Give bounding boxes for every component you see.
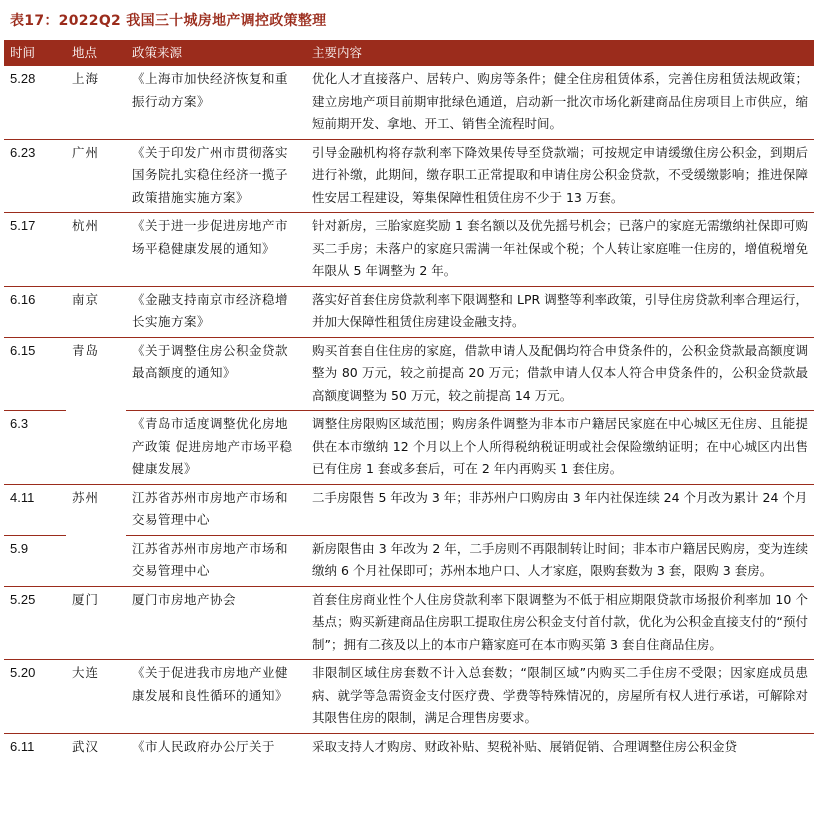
policy-table xyxy=(4,40,814,761)
header-content: 主要内容 xyxy=(306,40,814,66)
row-city: 武汉 xyxy=(72,738,100,754)
row-city: 苏州 xyxy=(66,484,126,586)
table-title: 表17：2022Q2 我国三十城房地产调控政策整理 xyxy=(10,13,327,29)
row-time: 5.20 xyxy=(4,660,66,734)
row-city: 杭州 xyxy=(66,213,126,287)
row-content: 优化人才直接落户、居转户、购房等条件；健全住房租赁体系，完善住房租赁法规政策；建立房地产项目前期审批绿色通道，启动新一批次市场化新建商品住房项目上市供应，缩短前期开发、拿地、开工、销售全流程时间。 xyxy=(306,66,814,139)
row-time: 4.11 xyxy=(4,484,66,535)
row-source: 厦门市房地产协会 xyxy=(126,586,306,660)
table-header-row xyxy=(4,40,814,66)
row-content: 二手房限售 5 年改为 3 年；非苏州户口购房由 3 年内社保连续 24 个月改为累计 24 个月 xyxy=(306,484,814,535)
row-content: 首套住房商业性个人住房贷款利率下限调整为不低于相应期限贷款市场报价利率加 10 个基点；购买新建商品住房职工提取住房公积金支付首付款，优化为公积金直接支付的“预付制”；拥有二孩及以上的本市户籍家庭可在本市购买第 3 套自住商品住房。 xyxy=(306,586,814,660)
header-city: 地点 xyxy=(66,40,126,66)
row-content: 调整住房限购区域范围；购房条件调整为非本市户籍居民家庭在中心城区无住房、且能提供在本市缴纳 12 个月以上个人所得税纳税证明或社会保险缴纳证明；在中心城区内出售已有住房 1 套或多套后，可在 2 年内再购买 1 套住房。 xyxy=(306,411,814,485)
row-time: 6.11 xyxy=(10,738,35,754)
row-content: 采取支持人才购房、财政补贴、契税补贴、展销促销、合理调整住房公积金贷 xyxy=(312,738,738,754)
row-source: 《上海市加快经济恢复和重振行动方案》 xyxy=(126,66,306,139)
row-source: 《金融支持南京市经济稳增长实施方案》 xyxy=(126,286,306,337)
table-row xyxy=(4,337,814,411)
table-row xyxy=(4,139,814,213)
row-content: 针对新房，三胎家庭奖励 1 套名额以及优先摇号机会；已落户的家庭无需缴纳社保即可购买二手房；未落户的家庭只需满一年社保或个税；个人转让家庭唯一住房的，增值税增免年限从 5 年调整为 2 年。 xyxy=(306,213,814,287)
table-row xyxy=(4,586,814,660)
table-row xyxy=(4,660,814,734)
row-city: 广州 xyxy=(66,139,126,213)
row-city: 南京 xyxy=(66,286,126,337)
row-content: 落实好首套住房贷款利率下限调整和 LPR 调整等利率政策，引导住房贷款利率合理运行，并加大保障性租赁住房建设金融支持。 xyxy=(306,286,814,337)
table-row xyxy=(4,484,814,535)
row-source: 《关于进一步促进房地产市场平稳健康发展的通知》 xyxy=(126,213,306,287)
table-row xyxy=(4,535,814,586)
table-row xyxy=(4,66,814,139)
row-time: 5.17 xyxy=(4,213,66,287)
row-content: 新房限售由 3 年改为 2 年，二手房则不再限制转让时间；非本市户籍居民购房，变为连续缴纳 6 个月社保即可；苏州本地户口、人才家庭，限购套数为 3 套，限购 3 套房。 xyxy=(306,535,814,586)
row-city: 厦门 xyxy=(66,586,126,660)
row-time: 5.25 xyxy=(4,586,66,660)
row-source: 《关于印发广州市贯彻落实国务院扎实稳住经济一揽子政策措施实施方案》 xyxy=(126,139,306,213)
row-source: 江苏省苏州市房地产市场和交易管理中心 xyxy=(126,535,306,586)
row-content: 非限制区域住房套数不计入总套数；“限制区域”内购买二手住房不受限；因家庭成员患病、就学等急需资金支付医疗费、学费等特殊情况的，房屋所有权人进行承诺，可解除对其限售住房的限制，满足合理售房要求。 xyxy=(306,660,814,734)
table-row xyxy=(4,213,814,287)
row-source: 《关于促进我市房地产业健康发展和良性循环的通知》 xyxy=(126,660,306,734)
row-time: 5.28 xyxy=(4,66,66,139)
row-city: 大连 xyxy=(66,660,126,734)
row-time: 5.9 xyxy=(4,535,66,586)
row-source: 《关于调整住房公积金贷款最高额度的通知》 xyxy=(126,337,306,411)
header-source: 政策来源 xyxy=(126,40,306,66)
row-city: 上海 xyxy=(66,66,126,139)
row-source: 《市人民政府办公厅关于 xyxy=(132,738,276,754)
row-source: 江苏省苏州市房地产市场和交易管理中心 xyxy=(126,484,306,535)
row-content: 购买首套自住住房的家庭，借款申请人及配偶均符合申贷条件的，公积金贷款最高额度调整为 80 万元，较之前提高 20 万元；借款申请人仅本人符合申贷条件的，公积金贷款最高额度调整为 50 万元，较之前提高 14 万元。 xyxy=(306,337,814,411)
row-time: 6.23 xyxy=(4,139,66,213)
header-time: 时间 xyxy=(4,40,66,66)
table-row xyxy=(4,411,814,485)
table-row xyxy=(4,733,814,761)
row-time: 6.16 xyxy=(4,286,66,337)
row-time: 6.15 xyxy=(4,337,66,411)
row-city: 青岛 xyxy=(66,337,126,484)
row-source: 《青岛市适度调整优化房地产政策 促进房地产市场平稳健康发展》 xyxy=(126,411,306,485)
row-content: 引导金融机构将存款利率下降效果传导至贷款端；可按规定申请缓缴住房公积金，到期后进行补缴，此期间，缴存职工正常提取和申请住房公积金贷款，不受缓缴影响；推进保障性安居工程建设，筹集保障性租赁住房不少于 13 万套。 xyxy=(306,139,814,213)
row-time: 6.3 xyxy=(4,411,66,485)
table-row xyxy=(4,286,814,337)
